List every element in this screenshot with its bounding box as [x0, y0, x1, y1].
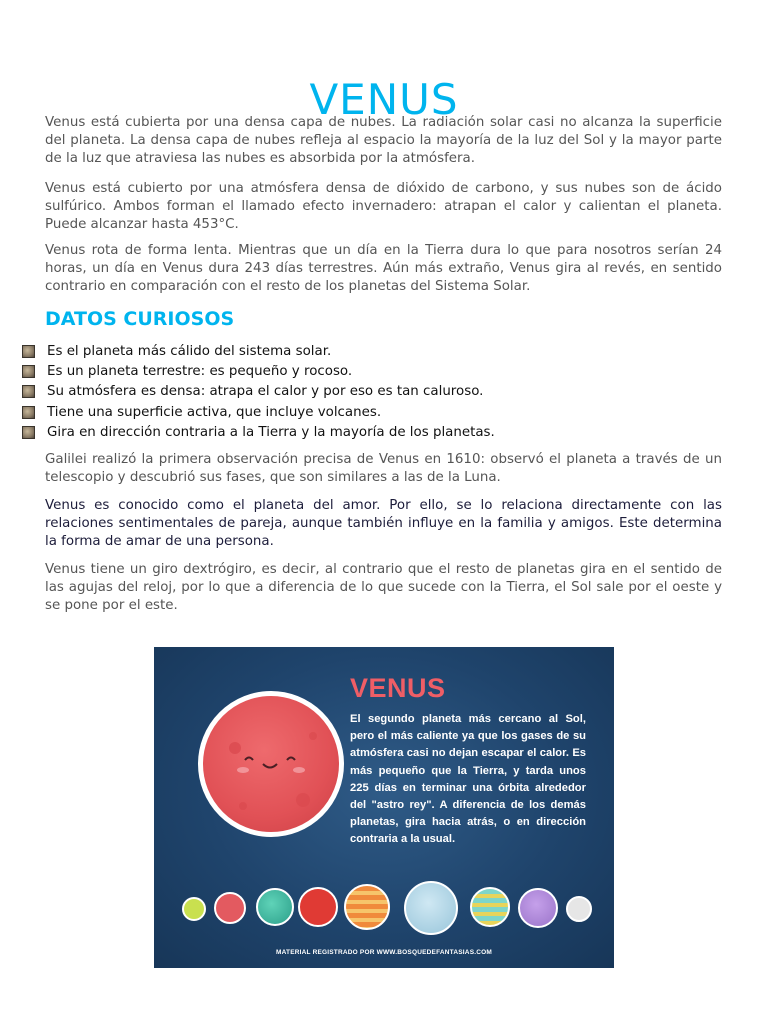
- list-item-text: Gira en dirección contraria a la Tierra y la mayoría de los planetas.: [47, 424, 495, 440]
- fun-facts-list: [22, 341, 742, 442]
- venus-infographic: [154, 647, 614, 968]
- planet-bullet-icon: [22, 426, 35, 439]
- planet-bullet-icon: [22, 406, 35, 419]
- infographic-text: El segundo planeta más cercano al Sol, pero el más caliente ya que los gases de su atmósfera casi no dejan escapar el calor. Es más pequeño que la Tierra, y tarda unos 225 días en terminar una órbita alrededor del "astro rey". A diferencia de los demás planetas, gira hacia atrás, o en dirección contraria a la usual.: [350, 713, 586, 846]
- venus-mini-icon: [214, 892, 246, 924]
- intro-paragraph-3: Venus rota de forma lenta. Mientras que un día en la Tierra dura lo que para nosotros serían 24 horas, un día en Venus dura 243 días terrestres. Aún más extraño, Venus gira al revés, en sentido contrario en comparación con el resto de los planetas del Sistema Solar.: [45, 243, 722, 294]
- jupiter-icon: [344, 884, 390, 930]
- page-title: VENUS: [309, 75, 459, 125]
- list-item: [22, 422, 742, 442]
- rotation-paragraph: Venus tiene un giro dextrógiro, es decir, al contrario que el resto de planetas gira en el sentido de las agujas del reloj, por lo que a diferencia de lo que sucede con la Tierra, el Sol sale por el oeste y se pone por el este.: [45, 562, 722, 613]
- list-item: [22, 361, 742, 381]
- smiling-face-icon: [203, 696, 339, 832]
- list-item: [22, 382, 742, 402]
- mars-icon: [298, 887, 338, 927]
- list-item-text: Es el planeta más cálido del sistema solar.: [47, 343, 332, 359]
- intro-paragraph-2: Venus está cubierto por una atmósfera densa de dióxido de carbono, y sus nubes son de ácido sulfúrico. Ambos forman el llamado efecto invernadero: atrapan el calor y calientan el planeta. Puede alcanzar hasta 453°C.: [45, 181, 722, 232]
- infographic-credit: MATERIAL REGISTRADO POR WWW.BOSQUEDEFANTASIAS.COM: [276, 949, 492, 956]
- list-item-text: Es un planeta terrestre: es pequeño y rocoso.: [47, 363, 353, 379]
- list-item: [22, 341, 742, 361]
- pluto-icon: [566, 896, 592, 922]
- uranus-icon: [470, 887, 510, 927]
- planet-bullet-icon: [22, 385, 35, 398]
- saturn-icon: [404, 881, 458, 935]
- galilei-paragraph: Galilei realizó la primera observación precisa de Venus en 1610: observó el planeta a través de un telescopio y descubrió sus fases, que son similares a las de la Luna.: [45, 452, 722, 485]
- list-item-text: Su atmósfera es densa: atrapa el calor y por eso es tan caluroso.: [47, 384, 484, 400]
- list-item-text: Tiene una superficie activa, que incluye volcanes.: [47, 404, 382, 420]
- venus-planet-illustration: [198, 691, 344, 837]
- list-item: [22, 402, 742, 422]
- neptune-icon: [518, 888, 558, 928]
- planet-bullet-icon: [22, 345, 35, 358]
- infographic-title: VENUS: [350, 673, 446, 703]
- intro-paragraph-1: Venus está cubierta por una densa capa de nubes. La radiación solar casi no alcanza la superficie del planeta. La densa capa de nubes refleja al espacio la mayoría de la luz del Sol y la mayor parte de la luz que atraviesa las nubes es absorbida por la atmósfera.: [45, 115, 722, 166]
- love-planet-paragraph: Venus es conocido como el planeta del amor. Por ello, se lo relaciona directamente con las relaciones sentimentales de pareja, aunque también influye en la familia y amigos. Este determina la forma de amar de una persona.: [45, 498, 722, 549]
- earth-icon: [256, 888, 294, 926]
- section-heading: DATOS CURIOSOS: [45, 308, 235, 330]
- mercury-icon: [182, 897, 206, 921]
- planet-bullet-icon: [22, 365, 35, 378]
